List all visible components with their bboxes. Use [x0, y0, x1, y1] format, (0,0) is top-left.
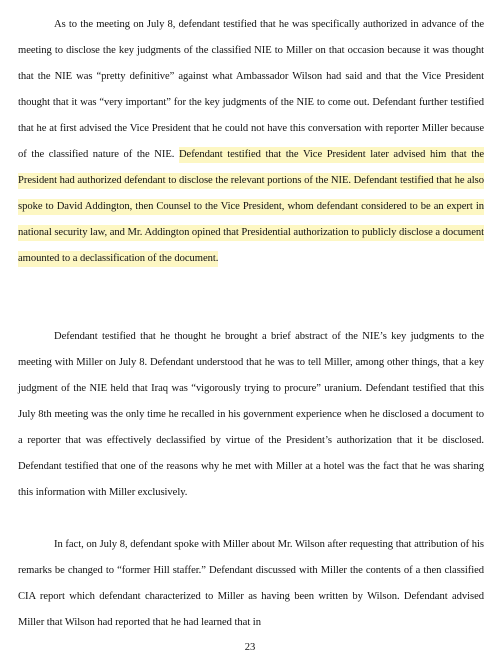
paragraph-2-text: Defendant testified that he thought he brought a brief abstract of the NIE’s key judgments to the meeting with Miller on July 8. Defendant understood that he was to tell Miller, among other things, that a key judgment of the NIE held that Iraq was “vigorously trying to procure” uranium. Defendant testified that this July 8th meeting was the only time he recalled in his government experience when he disclosed a document to a reporter that was effectively declassified by virtue of the President’s authorization that it be disclosed. Defendant testified that one of the reasons why he met with Miller at a hotel was the fact that he was sharing this information with Miller exclusively. [18, 331, 484, 498]
page-number: 23 [244, 642, 256, 653]
paragraph-1-text [18, 12, 484, 272]
paragraph-3 [18, 532, 484, 636]
paragraph-1 [18, 12, 484, 272]
paragraph-1-plain-text: As to the meeting on July 8, defendant testified that he was specifically authorized in advance of the meeting to disclose the key judgments of the classified NIE to Miller on that occasion because it was thought that the NIE was “pretty definitive” against what Ambassador Wilson had said and that the Vice President thought that it was “very important” for the key judgments of the NIE to come out. Defendant further testified that he at first advised the Vice President that he could not have this conversation with reporter Miller because of the classified nature of the NIE. [18, 19, 484, 160]
highlighted-text: Defendant testified that the Vice President later advised him that the President had authorized defendant to disclose the relevant portions of the NIE. Defendant testified that he also spoke to David Addington, then Counsel to the Vice President, whom defendant considered to be an expert in national security law, and Mr. Addington opined that Presidential authorization to publicly disclose a document amounted to a declassification of the document. [18, 147, 484, 267]
paragraph-2 [18, 324, 484, 506]
paragraph-3-text: In fact, on July 8, defendant spoke with Miller about Mr. Wilson after requesting that attribution of his remarks be changed to “former Hill staffer.” Defendant discussed with Miller the contents of a then classified CIA report which defendant characterized to Miller as having been written by Wilson. Defendant advised Miller that Wilson had reported that he had learned that in [18, 539, 484, 628]
